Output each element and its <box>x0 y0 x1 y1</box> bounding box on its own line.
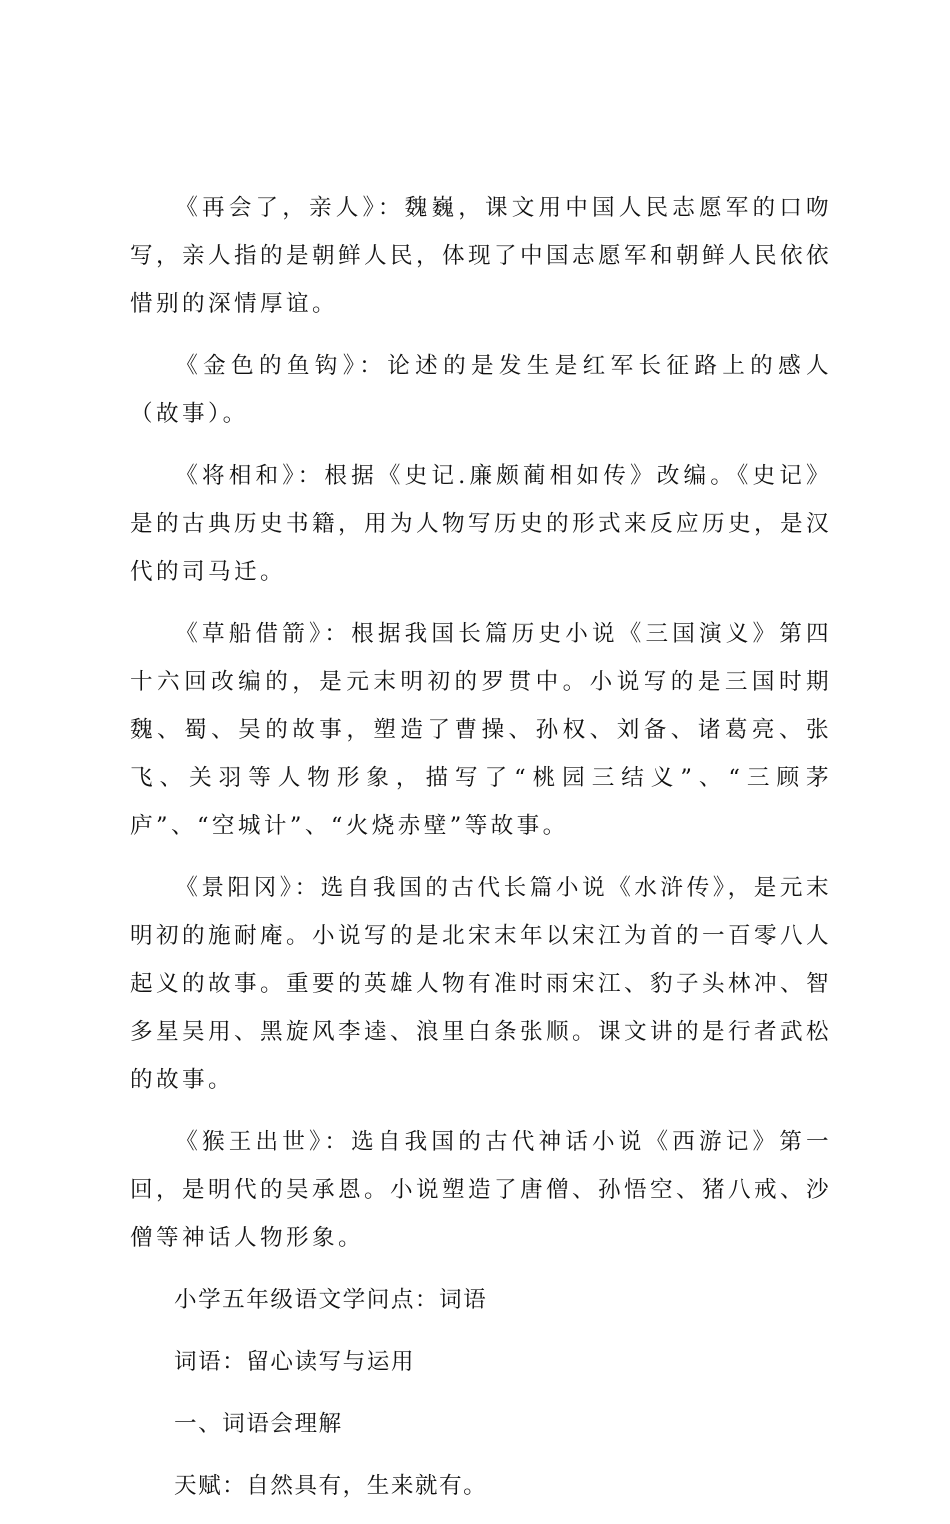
paragraph-jingyang-gang: 《景阳冈》：选自我国的古代长篇小说《水浒传》，是元末明初的施耐庵。小说写的是北宋末年以宋江为首的一百零八人起义的故事。重要的英雄人物有准时雨宋江、豹子头林冲、智多星吴用、黑旋风李逵、浪里白条张顺。课文讲的是行者武松的故事。 <box>130 875 832 1093</box>
word-entry-tianfu: 天赋：自然具有，生来就有。 <box>174 1473 488 1499</box>
words-subtitle: 词语：留心读写与运用 <box>174 1349 415 1375</box>
paragraph-jiang-xiang-he: 《将相和》：根据《史记.廉颇蔺相如传》改编。《史记》是的古典历史书籍，用为人物写历史的形式来反应历史，是汉代的司马迁。 <box>130 463 832 585</box>
paragraph-jinse-yugou: 《金色的鱼钩》：论述的是发生是红军长征路上的感人（故事）。 <box>130 353 832 427</box>
document-page <box>130 184 832 1524</box>
paragraph-caochuan-jiejian: 《草船借箭》：根据我国长篇历史小说《三国演义》第四十六回改编的，是元末明初的罗贯中。小说写的是三国时期魏、蜀、吴的故事，塑造了曹操、孙权、刘备、诸葛亮、张飞、关羽等人物形象，描写了“桃园三结义”、“三顾茅庐”、“空城计”、“火烧赤壁”等故事。 <box>130 621 832 839</box>
knowledge-title: 小学五年级语文学问点：词语 <box>174 1287 488 1313</box>
paragraph-houwang-chushi: 《猴王出世》：选自我国的古代神话小说《西游记》第一回，是明代的吴承恩。小说塑造了唐僧、孙悟空、猪八戒、沙僧等神话人物形象。 <box>130 1129 832 1251</box>
paragraph-zaihui-qinren: 《再会了，亲人》：魏巍，课文用中国人民志愿军的口吻写，亲人指的是朝鲜人民，体现了中国志愿军和朝鲜人民依依惜别的深情厚谊。 <box>130 195 832 317</box>
section-one-heading: 一、词语会理解 <box>174 1411 343 1437</box>
